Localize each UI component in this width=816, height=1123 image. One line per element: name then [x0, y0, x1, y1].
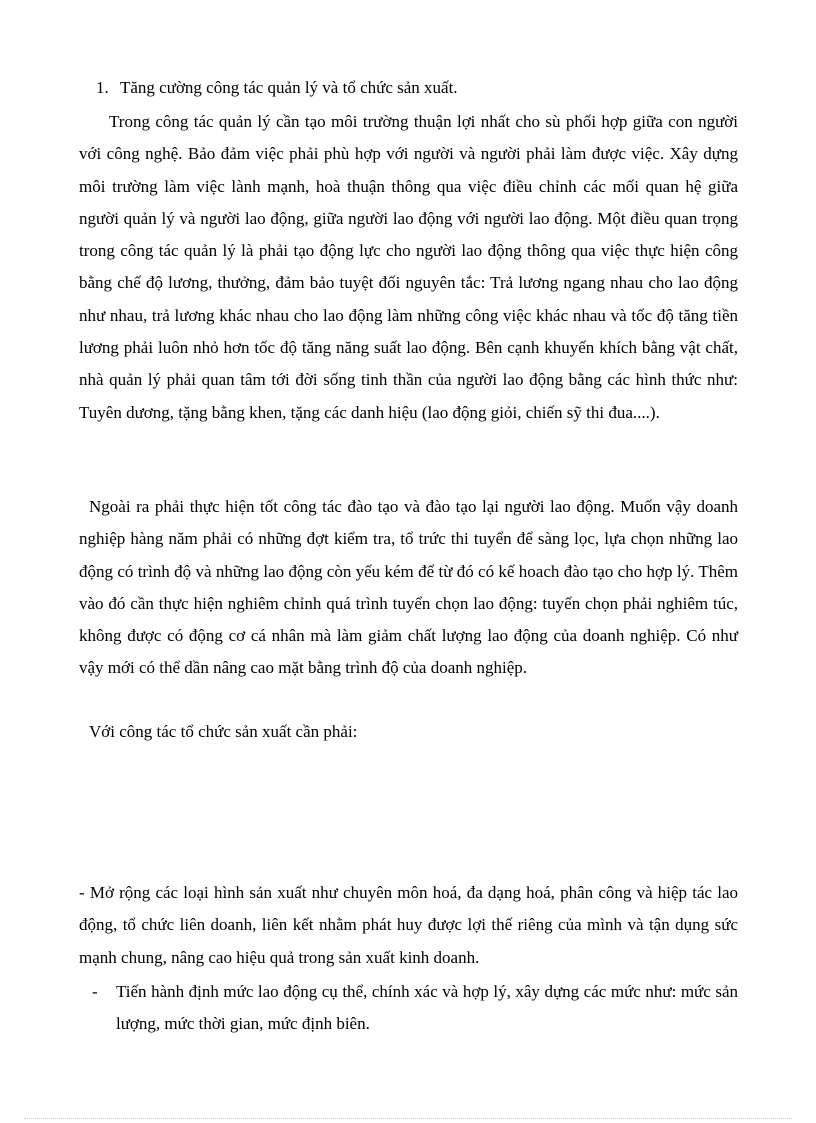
- bullet-item-labor-norms: [92, 976, 738, 1040]
- section-heading: [96, 77, 458, 99]
- page-bottom-divider: [24, 1118, 792, 1119]
- bullet-text: Tiến hành định mức lao động cụ thể, chính xác và hợp lý, xây dựng các mức như: mức sản lượng, mức thời gian, mức định biên.: [116, 982, 738, 1033]
- heading-text: Tăng cường công tác quản lý và tổ chức sản xuất.: [120, 78, 458, 97]
- heading-number: 1.: [96, 78, 109, 97]
- paragraph-training: Ngoài ra phải thực hiện tốt công tác đào tạo và đào tạo lại người lao động. Muốn vậy doanh nghiệp hàng năm phải có những đợt kiểm tra, tổ trức thi tuyển để sàng lọc, lựa chọn những lao động có trình độ và những lao động còn yếu kém để từ đó có kế hoach đào tạo cho hợp lý. Thêm vào đó cần thực hiện nghiêm chỉnh quá trình tuyển chọn lao động: tuyển chọn phải nghiêm túc, không được có động cơ cá nhân mà làm giảm chất lượng lao động của doanh nghiệp. Có như vậy mới có thể dần nâng cao mặt bằng trình độ của doanh nghiệp.: [79, 497, 738, 678]
- paragraph-expand-production: - Mở rộng các loại hình sản xuất như chuyên môn hoá, đa dạng hoá, phân công và hiệp tác lao động, tổ chức liên doanh, liên kết nhằm phát huy được lợi thế riêng của mình và tận dụng sức mạnh chung, nâng cao hiệu quả trong sản xuất kinh doanh.: [79, 883, 738, 967]
- paragraph-production-intro: Với công tác tổ chức sản xuất cần phải:: [89, 722, 358, 741]
- paragraph-management: Trong công tác quản lý cần tạo môi trường thuận lợi nhất cho sù phối hợp giữa con người với công nghệ. Bảo đảm việc phải phù hợp với người và người phải làm được việc. Xây dựng môi trường làm việc lành mạnh, hoà thuận thông qua việc điều chỉnh các mối quan hệ giữa người quản lý và người lao động, giữa người lao động với người lao động. Một điều quan trọng trong công tác quản lý là phải tạo động lực cho người lao động thông qua việc thực hiện công bằng chế độ lương, thưởng, đảm bảo tuyệt đối nguyên tắc: Trả lương ngang nhau cho lao động như nhau, trả lương khác nhau cho lao động làm những công việc khác nhau và tốc độ tăng tiền lương phải luôn nhỏ hơn tốc độ tăng năng suất lao động. Bên cạnh khuyến khích bằng vật chất, nhà quản lý phải quan tâm tới đời sống tinh thần của người lao động bằng các hình thức như: Tuyên dương, tặng bằng khen, tặng các danh hiệu (lao động giỏi, chiến sỹ thi đua....).: [79, 112, 738, 422]
- bullet-dash: -: [92, 982, 98, 1001]
